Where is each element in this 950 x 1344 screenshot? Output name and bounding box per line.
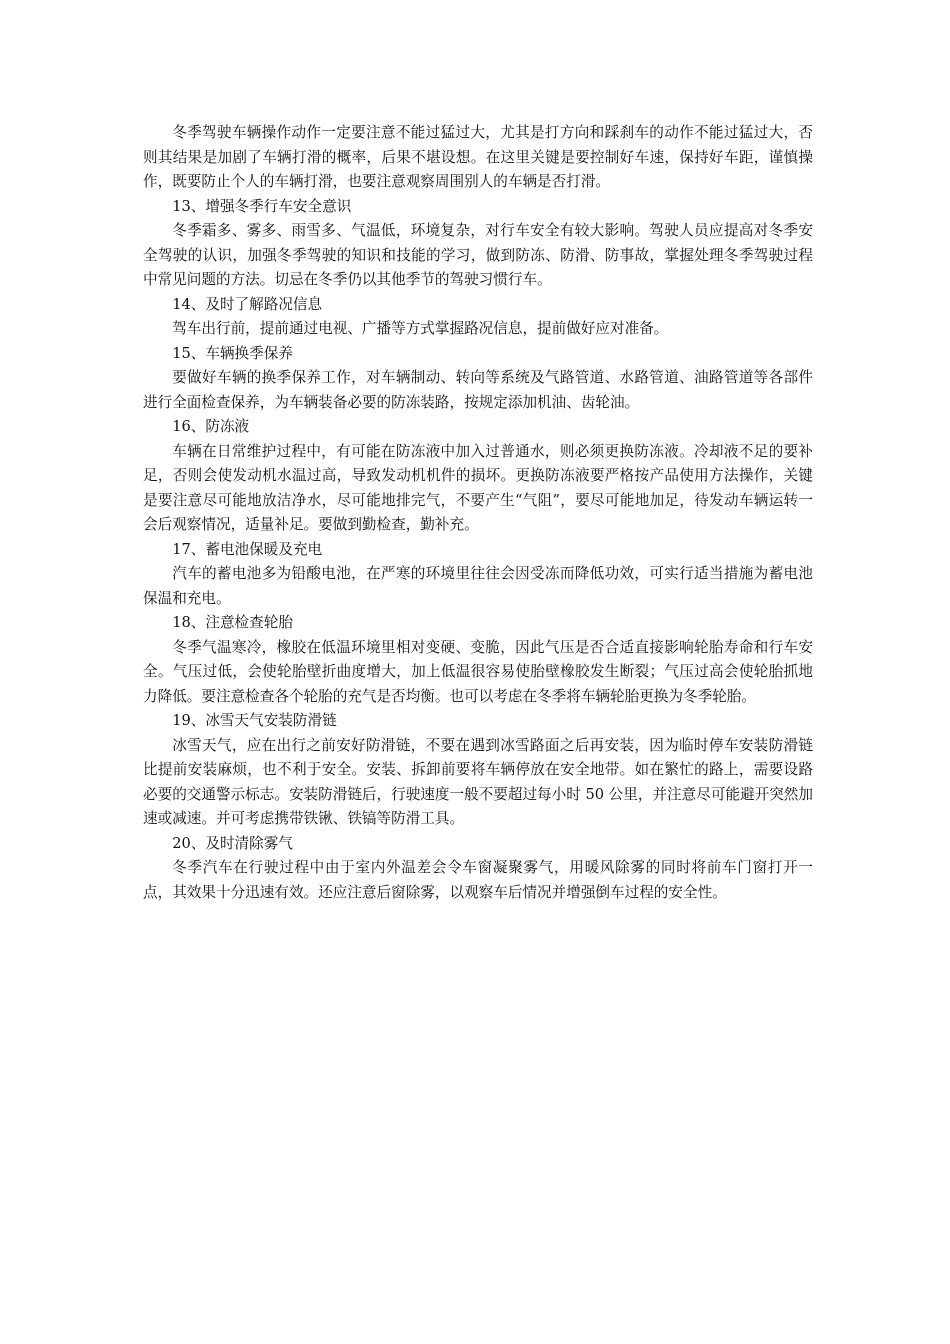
- section-14-heading: 14、及时了解路况信息: [172, 295, 323, 313]
- section-18-heading: 18、注意检查轮胎: [172, 614, 293, 631]
- section-15-heading: 15、车辆换季保养: [172, 344, 293, 362]
- section-16-body: 车辆在日常维护过程中，有可能在防冻液中加入过普通水，则必须更换防冻液。冷却液不足的要补足，否则会使发动机水温过高，导致发动机机件的损坏。更换防冻液要严格按产品使用方法操作，关键是要注意尽可能地放洁净水，尽可能地排完气，不要产生“气阻”，要尽可能地加足，待发动车辆运转一会后观察情况，适量补足。要做到勤检查，勤补充。: [143, 442, 813, 533]
- section-14-body: 驾车出行前，提前通过电视、广播等方式掌握路况信息，提前做好应对准备。: [172, 320, 669, 337]
- section-19-body: 冰雪天气，应在出行之前安好防滑链，不要在遇到冰雪路面之后再安装，因为临时停车安装防滑链比提前安装麻烦，也不利于安全。安装、拆卸前要将车辆停放在安全地带。如在繁忙的路上，需要设路必要的交通警示标志。安装防滑链后，行驶速度一般不要超过每小时 50 公里，并注意尽可能避开突然加速或减速。并可考虑携带铁锹、铁镐等防滑工具。: [143, 736, 813, 827]
- section-17-heading: 17、蓄电池保暖及充电: [172, 540, 323, 558]
- section-20-body: 冬季汽车在行驶过程中由于室内外温差会令车窗凝聚雾气，用暖风除雾的同时将前车门窗打开一点，其效果十分迅速有效。还应注意后窗除雾，以观察车后情况并增强倒车过程的安全性。: [143, 859, 813, 901]
- section-18-body: 冬季气温寒冷，橡胶在低温环境里相对变硬、变脆，因此气压是否合适直接影响轮胎寿命和行车安全。气压过低，会使轮胎壁折曲度增大，加上低温很容易使胎壁橡胶发生断裂；气压过高会使轮胎抓地力降低。要注意检查各个轮胎的充气是否均衡。也可以考虑在冬季将车辆轮胎更换为冬季轮胎。: [143, 638, 813, 705]
- section-16-heading: 16、防冻液: [172, 418, 250, 435]
- section-20-heading: 20、及时清除雾气: [172, 834, 293, 852]
- section-19-heading: 19、冰雪天气安装防滑链: [172, 712, 337, 729]
- document-page: [143, 121, 813, 905]
- section-15-body: 要做好车辆的换季保养工作，对车辆制动、转向等系统及气路管道、水路管道、油路管道等各部件进行全面检查保养，为车辆装备必要的防冻装路，按规定添加机油、齿轮油。: [143, 369, 813, 411]
- section-13-heading: 13、增强冬季行车安全意识: [172, 197, 352, 215]
- section-13-body: 冬季霜多、雾多、雨雪多、气温低，环境复杂，对行车安全有较大影响。驾驶人员应提高对冬季安全驾驶的认识，加强冬季驾驶的知识和技能的学习，做到防冻、防滑、防事故，掌握处理冬季驾驶过程中常见问题的方法。切忌在冬季仍以其他季节的驾驶习惯行车。: [143, 222, 813, 288]
- intro-paragraph: 冬季驾驶车辆操作动作一定要注意不能过猛过大，尤其是打方向和踩刹车的动作不能过猛过大，否则其结果是加剧了车辆打滑的概率，后果不堪设想。在这里关键是要控制好车速，保持好车距，谨慎操作，既要防止个人的车辆打滑，也要注意观察周围别人的车辆是否打滑。: [143, 124, 813, 190]
- section-17-body: 汽车的蓄电池多为铅酸电池，在严寒的环境里往往会因受冻而降低功效，可实行适当措施为蓄电池保温和充电。: [143, 565, 813, 607]
